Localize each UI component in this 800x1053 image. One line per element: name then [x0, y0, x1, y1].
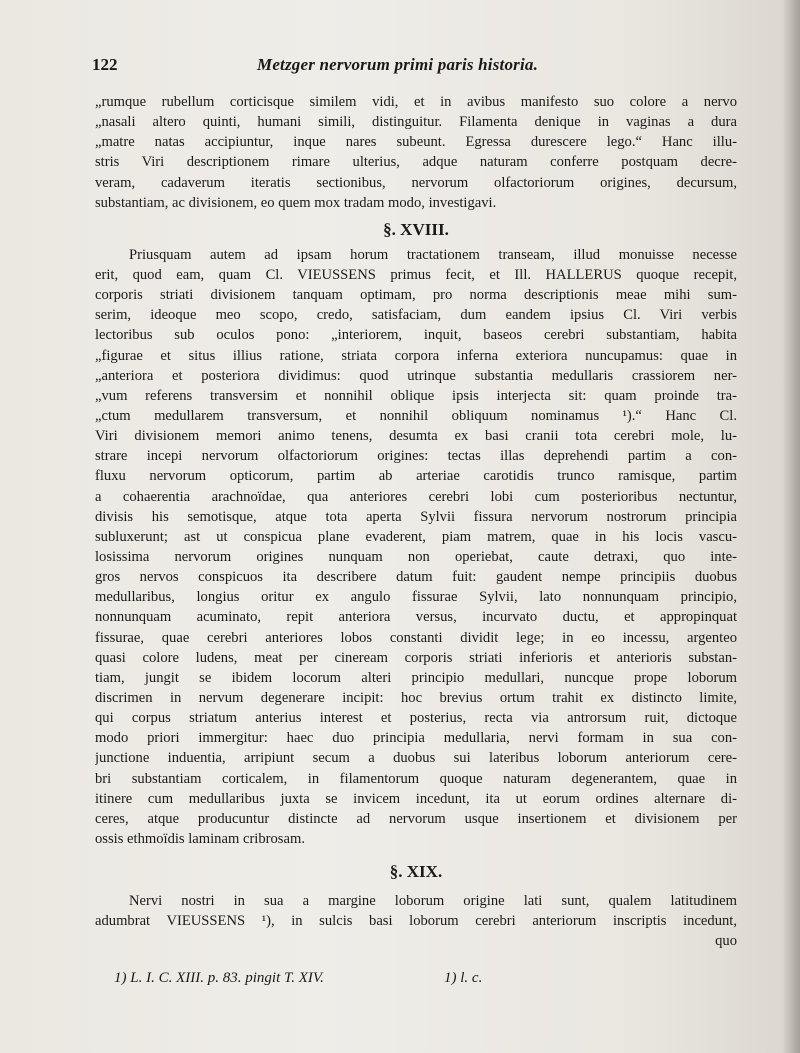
text-line: corporis striati divisionem tanquam optimam, pro norma descriptionis meae mihi sum-	[95, 287, 737, 304]
text-line: veram, cadaverum iteratis sectionibus, nervorum olfactoriorum origines, decursum,	[95, 174, 737, 191]
text-line: strare incepi nervorum olfactoriorum origines: tectas illas deprehendi partim a con-	[95, 448, 737, 465]
text-line: subluxerunt; ast ut conspicua plane evaderent, piam matrem, quae in his locis vascu-	[95, 528, 737, 545]
text-line: stris Viri descriptionem rimare ulterius, adque naturam conferre postquam decre-	[95, 154, 737, 171]
text-line: discrimen in nervum degenerare incipit: hoc brevius ortum trahit ex distincto limite,	[95, 689, 737, 706]
body-text	[95, 92, 737, 951]
text-line: lectoribus sub oculos pono: „interiorem, inquit, baseos cerebri substantiam, habita	[95, 327, 737, 344]
text-line: serim, ideoque meo scopo, credo, satisfaciam, dum eandem ipsius Cl. Viri verbis	[95, 307, 737, 324]
text-line: a cohaerentia arachnoïdae, qua anteriores cerebri lobi cum posterioribus nectuntur,	[95, 488, 737, 505]
section-heading-19: §. XIX.	[389, 862, 443, 882]
text-line: losissima nervorum origines nunquam non operiebat, caute detraxi, quo inte-	[95, 548, 737, 565]
text-line: „matre natas accipiuntur, inque nares subeunt. Egressa durescere lego.“ Hanc illu-	[95, 134, 737, 151]
text-line: junctione induentia, arripiunt secum a duobus sui lateribus loborum anteriorum cere-	[95, 750, 737, 767]
text-line: ceres, atque producuntur distincte ad nervorum usque insertionem et divisionem per	[95, 810, 737, 827]
text-line: qui corpus striatum anterius interest et posterius, recta via antrorsum ruit, dictoque	[95, 710, 737, 727]
text-line: nonnunquam acuminato, repit anteriora versus, incurvato ductu, et appropinquat	[95, 609, 737, 626]
text-line: medullaribus, longius oritur ex angulo fissurae Sylvii, lato nonnunquam principio,	[95, 589, 737, 606]
text-line: quasi colore ludens, meat per cineream corporis striati inferioris et anterioris substan-	[95, 649, 737, 666]
text-line: „figurae et situs illius ratione, striata corpora inferna exteriora nuncupamus: quae in	[95, 347, 737, 364]
text-line: „nasali altero quinti, humani simili, distinguitur. Filamenta denique in vaginas a dura	[95, 114, 737, 131]
text-line: „ctum medullarem transversum, et nonnihil obliquum nominamus ¹).“ Hanc Cl.	[95, 407, 737, 424]
text-line: Priusquam autem ad ipsam horum tractationem transeam, illud monuisse necesse	[129, 246, 737, 263]
paragraph-continuation	[95, 92, 737, 213]
text-line: „anteriora et posteriora dividimus: quod utrinque substantia medullaris crassiorem ner-	[95, 367, 737, 384]
text-line: substantiam, ac divisionem, eo quem mox tradam modo, investigavi.	[95, 194, 497, 211]
text-line: Viri divisionem memori animo tenens, desumta ex basi cranii tota cerebri mole, lu-	[95, 428, 737, 445]
text-line: „vum referens transversim et nonnihil oblique ipsis interjecta sit: quam proinde tra-	[95, 387, 737, 404]
page-number: 122	[92, 55, 118, 74]
footnote-2: 1) l. c.	[444, 970, 483, 986]
catchword: quo	[715, 933, 737, 950]
section-heading-18: §. XVIII.	[383, 219, 449, 239]
text-line: modo priori immergitur: haec duo principia medullaria, nervi formam in sua con-	[95, 730, 737, 747]
page-header	[92, 55, 737, 79]
paragraph-section-19	[95, 891, 737, 931]
text-line: divisis his semotisque, atque tota aperta Sylvii fissura nervorum nostrorum principia	[95, 508, 737, 525]
footnotes	[114, 970, 674, 992]
footnote-1: 1) L. I. C. XIII. p. 83. pingit T. XIV.	[114, 970, 324, 986]
text-line: adumbrat VIEUSSENS ¹), in sulcis basi loborum cerebri anteriorum inscriptis incedunt,	[95, 913, 737, 930]
text-line: itinere cum medullaribus juxta se invicem incedunt, ita ut eorum ordines alternare di-	[95, 790, 737, 807]
text-line: fluxu nervorum opticorum, partim ab arteriae carotidis trunco ramisque, partim	[95, 468, 737, 485]
text-line: gros nervos conspicuos ita describere datum fuit: gaudent nempe principiis duobus	[95, 569, 737, 586]
page-edge-shadow	[782, 0, 800, 1053]
text-line: tiam, jungit se ibidem locorum alteri principio medullari, nuncque prope loborum	[95, 669, 737, 686]
text-line: bri substantiam corticalem, in filamentorum quoque naturam degenerantem, quae in	[95, 770, 737, 787]
text-line: „rumque rubellum corticisque similem vidi, et in avibus manifesto suo colore a nervo	[95, 94, 737, 110]
text-line: Nervi nostri in sua a margine loborum origine lati sunt, qualem latitudinem	[129, 893, 737, 910]
paragraph-section-18	[95, 245, 737, 849]
running-title: Metzger nervorum primi paris historia.	[257, 55, 539, 74]
text-line: fissurae, quae cerebri anteriores lobos constanti dividit lege; in eo incessu, argenteo	[95, 629, 737, 646]
text-line: erit, quod eam, quam Cl. VIEUSSENS primus fecit, et Ill. HALLERUS quoque recepit,	[95, 266, 737, 283]
text-line: ossis ethmoïdis laminam cribrosam.	[95, 830, 305, 847]
